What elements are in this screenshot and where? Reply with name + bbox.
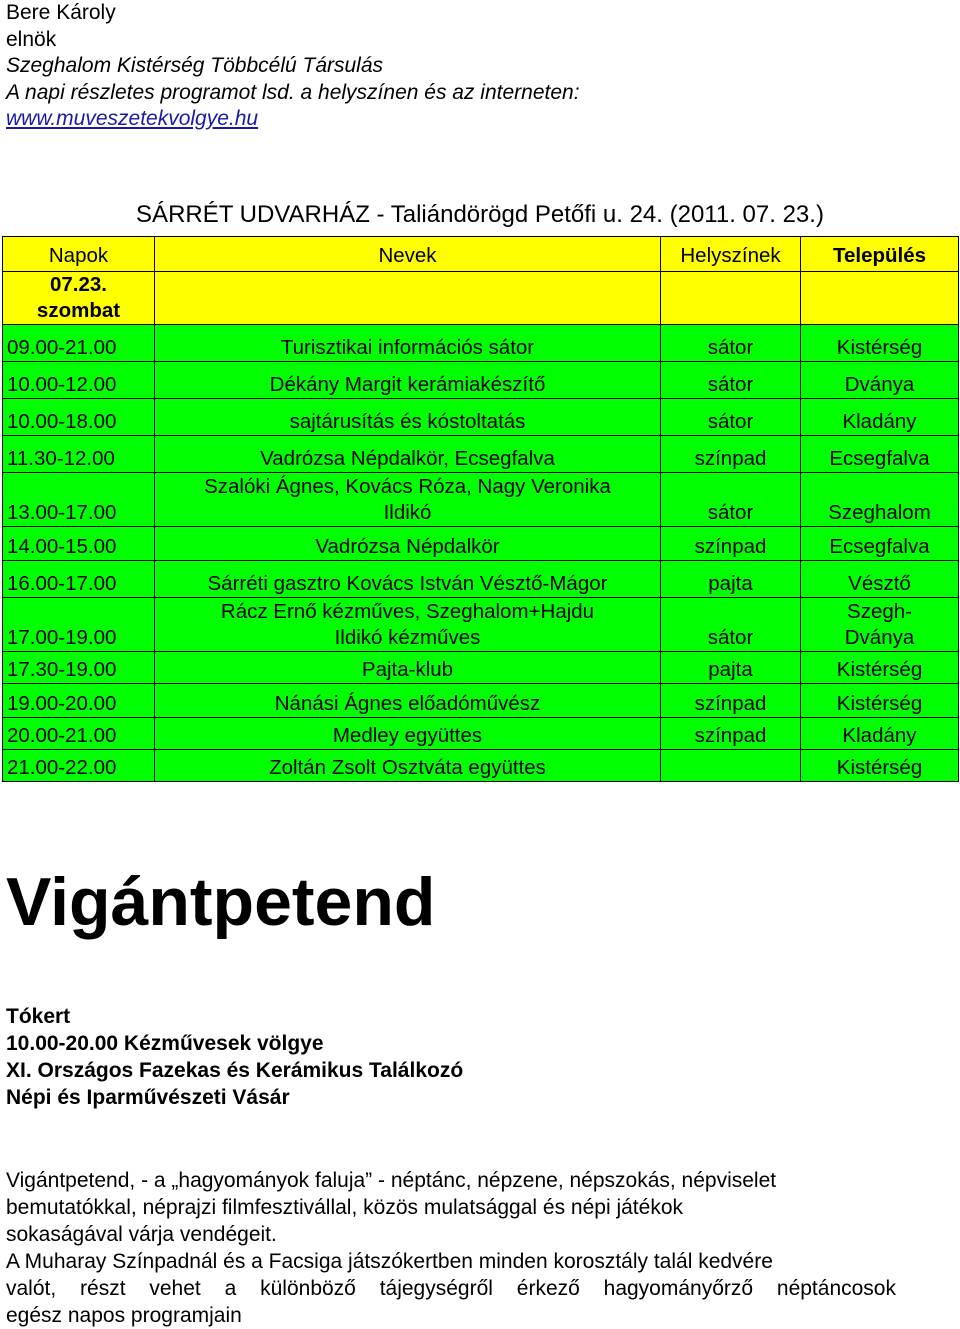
day-row [3, 272, 959, 325]
row-name: Zoltán Zsolt Osztváta együttes [155, 750, 661, 782]
day-weekday: szombat [36, 299, 121, 322]
row-name: Turisztikai információs sátor [155, 325, 661, 362]
row-town-cell [801, 598, 959, 652]
header-places: Helyszínek [661, 237, 801, 272]
row-town: Dványa [801, 362, 959, 399]
day-cell [3, 272, 155, 325]
table-row [3, 598, 959, 652]
schedule-table [2, 236, 959, 782]
row-name: Dékány Margit kerámiakészítő [155, 362, 661, 399]
row-town: Vésztő [801, 561, 959, 598]
row-time: 09.00-21.00 [3, 325, 155, 362]
description-line: valót, részt vehet a különböző tájegységről érkező hagyományőrző néptáncosok [6, 1277, 896, 1300]
description-line: sokaságával várja vendégeit. [6, 1223, 277, 1246]
row-town: Szegh- [847, 600, 912, 623]
event-fair-title: Népi és Iparművészeti Vásár [6, 1086, 290, 1109]
row-name: Nánási Ágnes előadóművész [155, 684, 661, 718]
venue-label: Tókert [6, 1005, 71, 1028]
row-town: Kistérség [801, 684, 959, 718]
row-place: pajta [661, 561, 801, 598]
table-row [3, 561, 959, 598]
row-place [661, 750, 801, 782]
row-name-cont: Ildikó [383, 501, 432, 524]
organization-name: Szeghalom Kistérség Többcélú Társulás [6, 54, 384, 77]
row-time: 17.30-19.00 [3, 652, 155, 684]
row-town: Kladány [801, 399, 959, 436]
row-name: Vadrózsa Népdalkör, Ecsegfalva [155, 436, 661, 473]
description-text [6, 1167, 896, 1329]
day-date: 07.23. [50, 273, 107, 296]
row-name: sajtárusítás és kóstoltatás [155, 399, 661, 436]
row-time: 11.30-12.00 [3, 436, 155, 473]
intro-block [6, 0, 580, 133]
row-name: Vadrózsa Népdalkör [155, 527, 661, 561]
row-time: 10.00-12.00 [3, 362, 155, 399]
table-row [3, 399, 959, 436]
row-name: Sárréti gasztro Kovács István Vésztő-Mágor [155, 561, 661, 598]
description-line: egész napos programjain [6, 1304, 242, 1327]
section-subheadings [6, 1003, 463, 1111]
row-place: sátor [661, 362, 801, 399]
row-name: Rácz Ernő kézműves, Szeghalom+Hajdu [220, 600, 595, 623]
table-row [3, 325, 959, 362]
row-time: 17.00-19.00 [3, 598, 155, 652]
row-place: színpad [661, 684, 801, 718]
row-town: Kistérség [801, 750, 959, 782]
row-place: színpad [661, 718, 801, 750]
table-row [3, 362, 959, 399]
event-time-title: 10.00-20.00 Kézművesek völgye [6, 1032, 324, 1055]
signer-role: elnök [6, 27, 57, 51]
row-time: 19.00-20.00 [3, 684, 155, 718]
row-place: sátor [661, 325, 801, 362]
row-town: Szeghalom [801, 473, 959, 527]
row-place: sátor [661, 598, 801, 652]
table-row [3, 718, 959, 750]
table-row [3, 527, 959, 561]
row-place: színpad [661, 527, 801, 561]
row-town: Ecsegfalva [801, 527, 959, 561]
row-town: Kistérség [801, 652, 959, 684]
row-time: 13.00-17.00 [3, 473, 155, 527]
section-title: Vigántpetend [6, 864, 436, 940]
row-place: sátor [661, 399, 801, 436]
row-time: 16.00-17.00 [3, 561, 155, 598]
description-line: Vigántpetend, - a „hagyományok faluja” - néptánc, népzene, népszokás, népviselet [6, 1169, 777, 1192]
row-name-cont: Ildikó kézműves [334, 626, 481, 649]
signer-name: Bere Károly [6, 1, 116, 24]
header-days: Napok [3, 237, 155, 272]
website-link[interactable]: www.muveszetekvolgye.hu [6, 107, 259, 130]
row-name: Szalóki Ágnes, Kovács Róza, Nagy Veronika [204, 475, 611, 498]
table-header-row [3, 237, 959, 272]
event-meeting-title: XI. Országos Fazekas és Kerámikus Találkozó [6, 1059, 464, 1082]
row-place: pajta [661, 652, 801, 684]
row-time: 20.00-21.00 [3, 718, 155, 750]
row-town: Kistérség [801, 325, 959, 362]
description-line: A Muharay Színpadnál és a Facsiga játszókertben minden korosztály talál kedvére [6, 1250, 773, 1273]
table-row [3, 750, 959, 782]
schedule-title: SÁRRÉT UDVARHÁZ - Taliándörögd Petőfi u. 24. (2011. 07. 23.) [136, 201, 824, 228]
row-time: 10.00-18.00 [3, 399, 155, 436]
table-row [3, 652, 959, 684]
header-names: Nevek [155, 237, 661, 272]
header-town: Település [801, 237, 959, 272]
row-name: Medley együttes [155, 718, 661, 750]
row-name-cell [155, 473, 661, 527]
row-time: 21.00-22.00 [3, 750, 155, 782]
table-row [3, 436, 959, 473]
description-line: bemutatókkal, néprajzi filmfesztivállal, közös mulatsággal és népi játékok [6, 1196, 683, 1219]
row-name-cell [155, 598, 661, 652]
row-place: színpad [661, 436, 801, 473]
table-row [3, 684, 959, 718]
row-name: Pajta-klub [155, 652, 661, 684]
row-place: sátor [661, 473, 801, 527]
row-town: Kladány [801, 718, 959, 750]
row-town: Ecsegfalva [801, 436, 959, 473]
row-time: 14.00-15.00 [3, 527, 155, 561]
program-note: A napi részletes programot lsd. a helyszínen és az interneten: [6, 80, 580, 104]
table-row [3, 473, 959, 527]
row-town-cont: Dványa [844, 626, 915, 649]
